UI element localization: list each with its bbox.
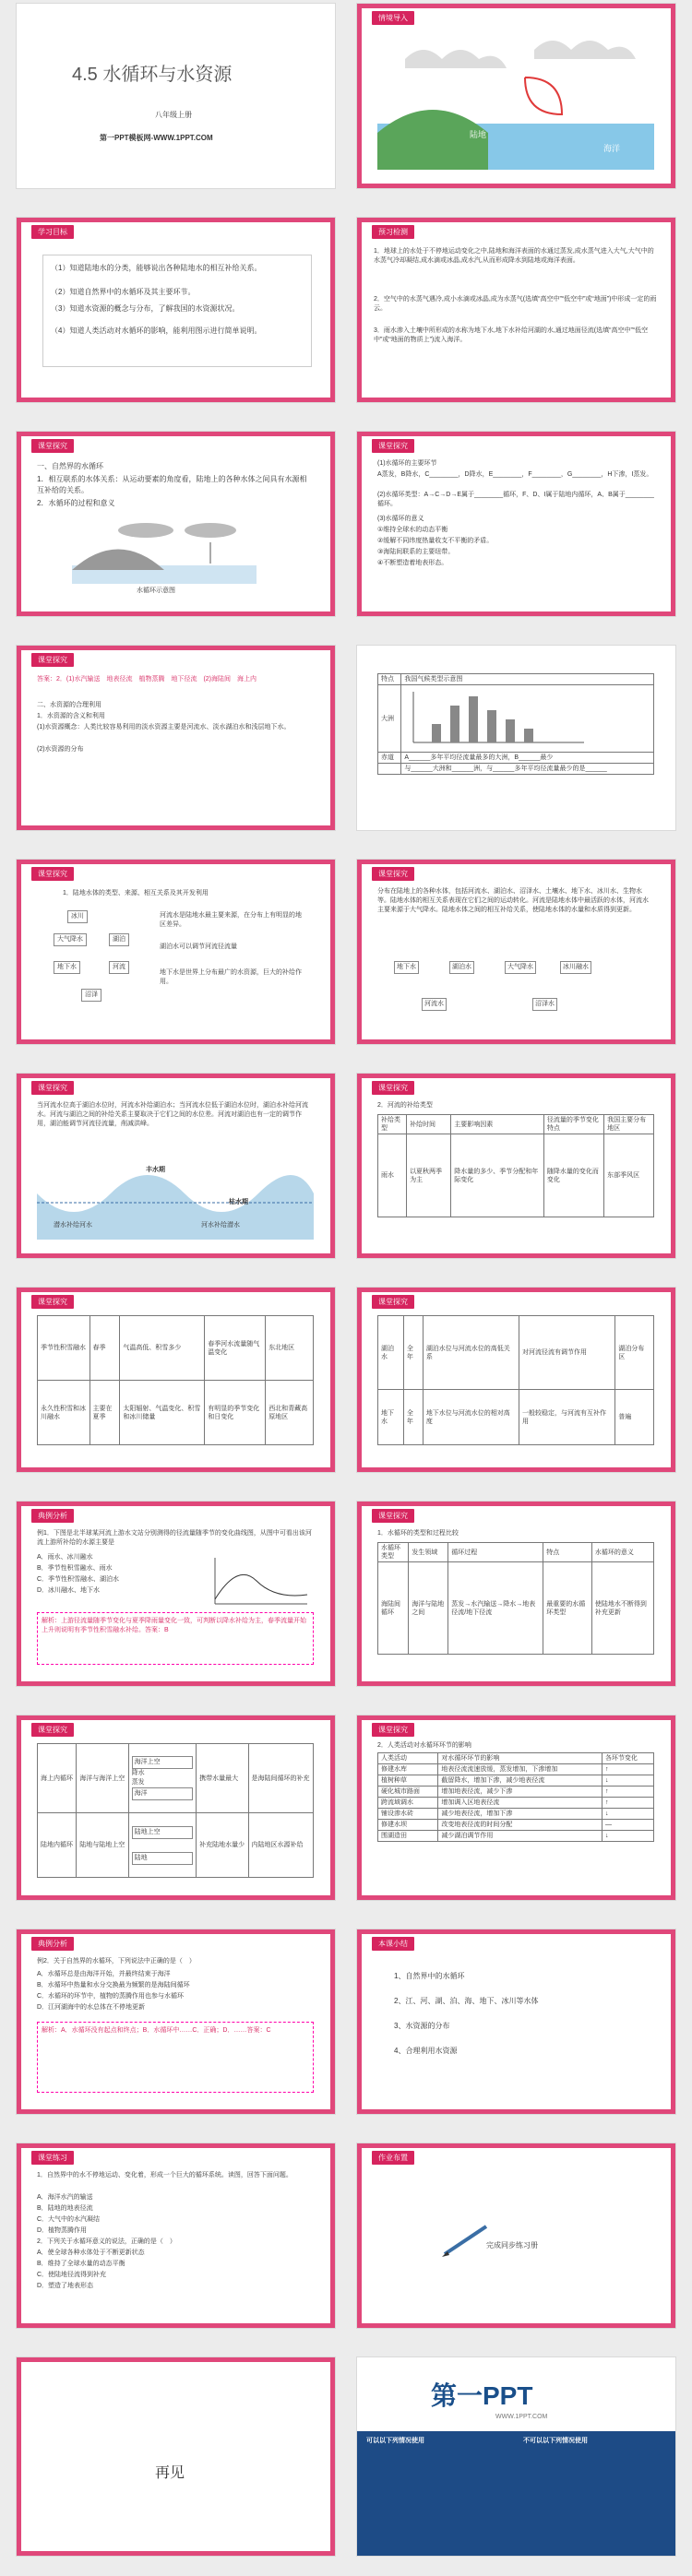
s6-line-3: (2)水循环类型：A→C→D→E属于________循环，F、D、I属于陆地内循环，A、B属于________循环。 bbox=[377, 492, 654, 507]
slide-23[interactable] bbox=[17, 2357, 335, 2556]
s18-h3: 各环节变化 bbox=[602, 1753, 653, 1764]
s18-r3-c: ↑ bbox=[602, 1787, 653, 1798]
slide13-tag: 课堂探究 bbox=[31, 1295, 74, 1309]
s15-opt-a: A．雨水、冰川融水 bbox=[37, 1554, 93, 1561]
s17-lbl-1: 海洋上空 bbox=[132, 1756, 193, 1769]
s12-c2: 以夏秋两季为主 bbox=[407, 1134, 451, 1217]
s16-c4: 最重要的水循环类型 bbox=[543, 1562, 592, 1655]
s7-line-3: 1．水资源的含义和利用 bbox=[37, 713, 105, 719]
s13-r1-c5: 东北地区 bbox=[266, 1316, 314, 1381]
s17-r1-c4: 携带水量最大 bbox=[197, 1744, 248, 1813]
s12-h5: 我国主要分布地区 bbox=[604, 1115, 654, 1134]
slide9-frame bbox=[17, 860, 335, 1044]
s21-opt-2: B．陆地的地表径流 bbox=[37, 2205, 93, 2212]
slide-3[interactable] bbox=[17, 218, 335, 402]
slide23-frame bbox=[17, 2357, 335, 2556]
s12-h4: 径流量的季节变化特点 bbox=[543, 1115, 603, 1134]
slide3-tag: 学习目标 bbox=[31, 225, 74, 239]
s13-r2-c5: 西北和青藏高原地区 bbox=[266, 1381, 314, 1445]
s7-line-5: (2)水资源的分布 bbox=[37, 746, 84, 753]
s24-col2: 不可以以下列情况使用 bbox=[523, 2438, 588, 2444]
slide-22[interactable] bbox=[357, 2143, 675, 2328]
slide1-title: 4.5 水循环与水资源 bbox=[72, 65, 233, 85]
s13-r1-c2: 春季 bbox=[89, 1316, 120, 1381]
s24-brand: 第一PPT bbox=[431, 2381, 533, 2410]
s13-r1-c1: 季节性积雪融水 bbox=[38, 1316, 90, 1381]
s18-h2: 对水循环环节的影响 bbox=[438, 1753, 603, 1764]
s16-c3: 蒸发→水汽输送→降水→地表径流/地下径流 bbox=[448, 1562, 543, 1655]
s11-label-3: 潜水补给河水 bbox=[54, 1222, 92, 1229]
s6-line-2: A蒸发，B降水，C________，D降水，E________，F________，G________，H下渗，I蒸发。 bbox=[377, 471, 653, 478]
slide1-subtitle: 八年级上册 bbox=[155, 111, 192, 119]
s5-line-1: 一、自然界的水循环 bbox=[37, 462, 103, 470]
slide19-tag: 典例分析 bbox=[31, 1937, 74, 1951]
s8-note2: 与______大洲和______洲，与______多年平均径流量最少的是______ bbox=[401, 764, 654, 775]
preview-para-3: 3．雨水渗入土壤中所形成的水称为地下水,地下水补给河湖的水,通过地面径流(选填“高空中”“低空中”或“地面的物质上”)流入海洋。 bbox=[374, 327, 649, 343]
s15-answer: 解析：上游径流量随季节变化与夏季降雨量变化一致，可判断以降水补给为主，春季流量开始上升则说明有季节性积雪融水补给。答案：B bbox=[42, 1618, 306, 1633]
s18-r1-c: ↑ bbox=[602, 1764, 653, 1775]
s17-r1-c2: 海洋与海洋上空 bbox=[77, 1744, 128, 1813]
s5-caption: 水循环示意图 bbox=[137, 588, 175, 594]
s16-table bbox=[377, 1542, 654, 1655]
s18-r5-a: 铺设渗水砖 bbox=[378, 1809, 438, 1820]
preview-para-2: 2．空气中的水蒸气遇冷,成小水滴或冰晶,成为水蒸气(选填“高空中”“低空中”或“地面”)中形成一定的雨云。 bbox=[374, 296, 657, 312]
slide-18[interactable] bbox=[357, 1715, 675, 1900]
s20-item-1: 1、自然界中的水循环 bbox=[394, 1972, 465, 1980]
s14-r1-c2: 全年 bbox=[403, 1316, 423, 1390]
s16-c5: 使陆地水不断得到补充更新 bbox=[591, 1562, 653, 1655]
s13-r2-c1: 永久性积雪和冰川融水 bbox=[38, 1381, 90, 1445]
s10-label-1: 地下水 bbox=[394, 961, 419, 974]
s10-label-3: 大气降水 bbox=[505, 961, 536, 974]
s9-desc-1: 河流水是陆地水最主要来源，在分布上有明显的地区差异。 bbox=[160, 912, 302, 928]
s21-opt-8: C．使陆地径流得到补充 bbox=[37, 2272, 107, 2278]
s14-r2-c2: 全年 bbox=[403, 1390, 423, 1445]
s18-r2-a: 植树种草 bbox=[378, 1775, 438, 1787]
slide-7[interactable] bbox=[17, 646, 335, 830]
slide17-tag: 课堂探究 bbox=[31, 1723, 74, 1737]
s18-table bbox=[377, 1752, 654, 1842]
s17-r1-c5: 是海陆间循环的补充 bbox=[248, 1744, 313, 1813]
s18-h1: 人类活动 bbox=[378, 1753, 438, 1764]
s12-c1: 雨水 bbox=[378, 1134, 407, 1217]
s17-r2-c1: 陆地内循环 bbox=[38, 1813, 77, 1878]
s6-line-4: (3)水循环的意义 bbox=[377, 516, 424, 522]
slide-9[interactable] bbox=[17, 860, 335, 1044]
s10-para: 分布在陆地上的各种水体，包括河流水、湖泊水、沼泽水、土壤水、地下水、冰川水、生物水等。陆地水体的相互关系表现在它们之间的运动转化。河流是陆地水体中最活跃的水体，河流水主要来源于大气降水。陆地水体之间的相互补给关系，使陆地水体的水量和水质得到更新。 bbox=[377, 888, 649, 913]
s12-h2: 补给时间 bbox=[407, 1115, 451, 1134]
s14-r1-c4: 对河流径流有调节作用 bbox=[519, 1316, 615, 1390]
s21-opt-1: A．海洋水汽的输送 bbox=[37, 2194, 93, 2201]
s16-h4: 特点 bbox=[543, 1543, 592, 1562]
slide-4[interactable] bbox=[357, 218, 675, 402]
slide9-tag: 课堂探究 bbox=[31, 867, 74, 881]
s17-r2-c2: 陆地与陆地上空 bbox=[77, 1813, 128, 1878]
s18-r1-a: 修建水库 bbox=[378, 1764, 438, 1775]
s8-row-2: 赤道 bbox=[378, 753, 401, 764]
s17-lbl-5: 陆地上空 bbox=[132, 1826, 193, 1839]
s21-opt-9: D．塑造了地表形态 bbox=[37, 2283, 94, 2289]
s15-opt-c: C．季节性积雪融水、湖泊水 bbox=[37, 1576, 120, 1583]
slide2-tag: 情境导入 bbox=[372, 11, 414, 25]
s19-answer: 解析：A．水循环没有起点和终点；B．水循环中……C．正确；D．……答案：C bbox=[42, 2027, 271, 2034]
s18-r2-b: 截留降水，增加下渗，减少地表径流 bbox=[438, 1775, 603, 1787]
s18-r2-c: ↓ bbox=[602, 1775, 653, 1787]
slide1-site: 第一PPT模板网-WWW.1PPT.COM bbox=[100, 134, 213, 142]
s18-r5-b: 减少地表径流，增加下渗 bbox=[438, 1809, 603, 1820]
s18-r3-b: 增加地表径流，减少下渗 bbox=[438, 1787, 603, 1798]
s18-r7-a: 围湖造田 bbox=[378, 1831, 438, 1842]
slide-17[interactable] bbox=[17, 1715, 335, 1900]
slide15-tag: 典例分析 bbox=[31, 1509, 74, 1523]
s13-table bbox=[37, 1315, 314, 1445]
s5-line-2: 1．相互联系的水体关系：从运动要素的角度看，陆地上的各种水体之间具有水源相互补给的关系。 bbox=[37, 475, 307, 494]
s13-r2-c2: 主要在夏季 bbox=[89, 1381, 120, 1445]
s7-line-4: (1)水资源概念：人类比较容易利用的淡水资源主要是河流水、淡水湖泊水和浅层地下水。 bbox=[37, 724, 291, 730]
s18-r1-b: 地表径流流速放缓，蒸发增加，下渗增加 bbox=[438, 1764, 603, 1775]
s12-line: 2．河流的补给类型 bbox=[377, 1102, 433, 1109]
s18-line: 2．人类活动对水循环环节的影响 bbox=[377, 1742, 471, 1749]
s20-item-3: 3、水资源的分布 bbox=[394, 2022, 450, 2030]
s16-c1: 海陆间循环 bbox=[378, 1562, 409, 1655]
s19-opt-b: B．水循环中热量和水分交换最为频繁的是海陆间循环 bbox=[37, 1982, 190, 1988]
s19-opt-c: C．水循环的环节中，植物的蒸腾作用也参与水循环 bbox=[37, 1993, 185, 2000]
s8-row-1: 大洲 bbox=[378, 685, 401, 753]
objective-2: （2）知道自然界中的水循环及其主要环节。 bbox=[51, 288, 196, 296]
s8-bar-chart bbox=[404, 687, 589, 747]
s19-answer-box bbox=[37, 2022, 314, 2093]
slide21-tag: 课堂练习 bbox=[31, 2151, 74, 2165]
slide-6[interactable] bbox=[357, 432, 675, 616]
s7-line-2: 二、水资源的合理利用 bbox=[37, 702, 101, 708]
water-cycle-sketch bbox=[72, 519, 257, 584]
s18-r6-c: — bbox=[602, 1820, 653, 1831]
s6-line-8: ④不断塑造着地表形态。 bbox=[377, 560, 448, 566]
slide-14[interactable] bbox=[357, 1288, 675, 1472]
s14-r2-c1: 地下水 bbox=[378, 1390, 404, 1445]
slide7-tag: 课堂探究 bbox=[31, 653, 74, 667]
s11-label-1: 丰水期 bbox=[146, 1167, 165, 1173]
slide18-tag: 课堂探究 bbox=[372, 1723, 414, 1737]
s14-r2-c3: 地下水位与河流水位的相对高度 bbox=[423, 1390, 519, 1445]
s9-box-1: 冰川 bbox=[67, 910, 88, 923]
slide-5[interactable] bbox=[17, 432, 335, 616]
s24-col1: 可以以下列情况使用 bbox=[366, 2438, 424, 2444]
s14-table bbox=[377, 1315, 654, 1445]
s16-h5: 水循环的意义 bbox=[591, 1543, 653, 1562]
s7-answer: 答案：2．(1)水汽输送 地表径流 植物蒸腾 地下径流 (2)海陆间 海上内 bbox=[37, 676, 257, 683]
s18-r3-a: 硬化城市路面 bbox=[378, 1787, 438, 1798]
s16-h2: 发生领域 bbox=[409, 1543, 448, 1562]
s22-note: 完成同步练习册 bbox=[486, 2241, 538, 2250]
slide-11[interactable] bbox=[17, 1074, 335, 1258]
s19-opt-d: D．江河湖海中的水总体在不停地更新 bbox=[37, 2004, 146, 2011]
s12-c3: 降水量的多少、季节分配和年际变化 bbox=[451, 1134, 544, 1217]
s15-opt-d: D．冰川融水、地下水 bbox=[37, 1587, 101, 1594]
s21-opt-5: 2．下列关于水循环意义的说法，正确的是（ ） bbox=[37, 2238, 176, 2245]
ocean-label: 海洋 bbox=[603, 144, 621, 153]
s9-box-4: 地下水 bbox=[54, 961, 80, 974]
land-label: 陆地 bbox=[470, 130, 487, 139]
s10-label-2: 湖泊水 bbox=[449, 961, 474, 974]
preview-para-1: 1．地球上的水处于不停地运动变化之中,陆地和海洋表面的水通过蒸发,成水蒸气进入大气,大气中的水蒸气冷却凝结,成水滴或冰晶,成水汽,从而形成降水到陆地或海洋表面。 bbox=[374, 248, 654, 264]
objective-4: （4）知道人类活动对水循环的影响，能利用图示进行简单说明。 bbox=[51, 326, 262, 335]
slide6-tag: 课堂探究 bbox=[372, 439, 414, 453]
slide7-frame bbox=[17, 646, 335, 830]
s6-line-7: ③海陆间联系的主要纽带。 bbox=[377, 549, 455, 555]
s17-lbl-4: 海洋 bbox=[132, 1787, 193, 1800]
s9-box-3: 湖泊 bbox=[109, 933, 129, 946]
s17-lbl-2: 降水 bbox=[131, 1770, 145, 1776]
s17-r2-c5: 内陆地区水源补给 bbox=[248, 1813, 313, 1878]
s11-label-4: 河水补给潜水 bbox=[201, 1222, 240, 1229]
slide12-tag: 课堂探究 bbox=[372, 1081, 414, 1095]
s9-line: 1．陆地水体的类型、来源、相互关系及其开发利用 bbox=[63, 890, 209, 896]
cloud-shape-2 bbox=[534, 41, 636, 59]
s17-lbl-6: 陆地 bbox=[132, 1852, 193, 1865]
slide-13[interactable] bbox=[17, 1288, 335, 1472]
s15-answer-box bbox=[37, 1612, 314, 1665]
s10-label-6: 沼泽水 bbox=[532, 998, 557, 1011]
s9-box-5: 河流 bbox=[109, 961, 129, 974]
s18-r4-b: 增加调入区地表径流 bbox=[438, 1798, 603, 1809]
s6-line-1: (1)水循环的主要环节 bbox=[377, 460, 437, 467]
s18-r4-c: ↑ bbox=[602, 1798, 653, 1809]
slide20-tag: 本课小结 bbox=[372, 1937, 414, 1951]
s12-h1: 补给类型 bbox=[378, 1115, 407, 1134]
s17-table bbox=[37, 1743, 314, 1878]
s11-label-2: 枯水期 bbox=[229, 1199, 248, 1205]
s21-opt-6: A．使全球各种水体处于不断更新状态 bbox=[37, 2250, 145, 2256]
s14-r1-c1: 湖泊水 bbox=[378, 1316, 404, 1390]
s18-r6-b: 改变地表径流的时间分配 bbox=[438, 1820, 603, 1831]
s21-question: 1．自然界中的水不停地运动、变化着，形成一个巨大的循环系统。读图，回答下面问题。 bbox=[37, 2172, 292, 2178]
s17-lbl-3: 蒸发 bbox=[131, 1779, 145, 1786]
s24-bottom-bar bbox=[357, 2431, 675, 2556]
water-cycle-illustration bbox=[377, 31, 654, 170]
s17-r2-c3 bbox=[128, 1813, 196, 1878]
slide-15[interactable] bbox=[17, 1502, 335, 1686]
s10-label-5: 河流水 bbox=[422, 998, 447, 1011]
s16-c2: 海洋与陆地之间 bbox=[409, 1562, 448, 1655]
s13-r1-c3: 气温高低、积雪多少 bbox=[120, 1316, 205, 1381]
slide11-tag: 课堂探究 bbox=[31, 1081, 74, 1095]
s12-h3: 主要影响因素 bbox=[451, 1115, 544, 1134]
slide-21[interactable] bbox=[17, 2143, 335, 2328]
s18-r7-c: ↓ bbox=[602, 1831, 653, 1842]
slide-24[interactable] bbox=[357, 2357, 675, 2556]
objectives-box bbox=[42, 255, 312, 367]
s24-url: WWW.1PPT.COM bbox=[495, 2414, 548, 2420]
s10-label-4: 冰川融水 bbox=[560, 961, 591, 974]
s9-box-2: 大气降水 bbox=[54, 933, 87, 946]
s15-opt-b: B．季节性积雪融水、雨水 bbox=[37, 1565, 113, 1572]
s13-r2-c4: 有明显的季节变化和日变化 bbox=[205, 1381, 266, 1445]
s16-h3: 循环过程 bbox=[448, 1543, 543, 1562]
s16-h1: 水循环类型 bbox=[378, 1543, 409, 1562]
s8-head-2: 我国气候类型示意图 bbox=[401, 674, 654, 685]
s9-box-6: 沼泽 bbox=[81, 989, 101, 1002]
s12-table bbox=[377, 1114, 654, 1217]
s17-r1-c3 bbox=[128, 1744, 196, 1813]
s6-line-5: ①维持全球水的动态平衡 bbox=[377, 527, 448, 533]
s19-opt-a: A．水循环总是由海洋开始，并最终结束于海洋 bbox=[37, 1971, 171, 1977]
s14-r1-c3: 湖泊水位与河流水位的高低关系 bbox=[423, 1316, 519, 1390]
s8-note: A______多年平均径流量最多的大洲，B______最少 bbox=[401, 753, 654, 764]
slide22-tag: 作业布置 bbox=[372, 2151, 414, 2165]
s17-r1-c1: 海上内循环 bbox=[38, 1744, 77, 1813]
slide-12[interactable] bbox=[357, 1074, 675, 1258]
s23-text: 再见 bbox=[155, 2465, 185, 2481]
s14-r2-c4: 一般较稳定，与河流有互补作用 bbox=[519, 1390, 615, 1445]
s20-item-2: 2、江、河、湖、泊、海、地下、冰川等水体 bbox=[394, 1997, 539, 2005]
s14-r1-c5: 湖泊分布区 bbox=[615, 1316, 654, 1390]
cloud-shape bbox=[405, 50, 507, 68]
slide-2[interactable] bbox=[357, 4, 675, 188]
slide5-tag: 课堂探究 bbox=[31, 439, 74, 453]
s9-desc-3: 地下水是世界上分布最广的水资源，巨大的补给作用。 bbox=[160, 969, 302, 985]
slide10-tag: 课堂探究 bbox=[372, 867, 414, 881]
s16-line: 1．水循环的类型和过程比较 bbox=[377, 1530, 459, 1537]
slide14-tag: 课堂探究 bbox=[372, 1295, 414, 1309]
s15-curve-chart bbox=[210, 1553, 312, 1609]
slide-16[interactable] bbox=[357, 1502, 675, 1686]
s21-opt-7: B．维持了全球水量的动态平衡 bbox=[37, 2261, 125, 2267]
slide16-tag: 课堂探究 bbox=[372, 1509, 414, 1523]
s21-opt-3: C．大气中的水汽凝结 bbox=[37, 2216, 101, 2223]
s18-r5-c: ↓ bbox=[602, 1809, 653, 1820]
s9-desc-2: 湖泊水可以调节河流径流量 bbox=[160, 944, 237, 950]
s21-opt-4: D．植物蒸腾作用 bbox=[37, 2227, 88, 2234]
s18-r7-b: 减少湖泊调节作用 bbox=[438, 1831, 603, 1842]
s14-r2-c5: 普遍 bbox=[615, 1390, 654, 1445]
slide22-frame bbox=[357, 2143, 675, 2328]
slide-20[interactable] bbox=[357, 1929, 675, 2114]
s11-para: 当河流水位高于湖泊水位时，河流水补给湖泊水；当河流水位低于湖泊水位时，湖泊水补给河流水。河流与湖泊之间的补给关系主要取决于它们之间的水位差。河流对湖泊也有一定的调节作用，湖泊能调节河流径流量，削减洪峰。 bbox=[37, 1102, 308, 1127]
s8-chart-cell bbox=[401, 685, 654, 753]
objective-1: （1）知道陆地水的分类，能够说出各种陆地水的相互补给关系。 bbox=[51, 264, 262, 272]
slide-8[interactable] bbox=[357, 646, 675, 830]
s5-line-3: 2．水循环的过程和意义 bbox=[37, 499, 115, 507]
objective-3: （3）知道水资源的概念与分布，了解我国的水资源状况。 bbox=[51, 304, 240, 313]
s18-r6-a: 修建水坝 bbox=[378, 1820, 438, 1831]
slide4-tag: 预习检测 bbox=[372, 225, 414, 239]
s18-r4-a: 跨流域调水 bbox=[378, 1798, 438, 1809]
s17-r2-c4: 补充陆地水量少 bbox=[197, 1813, 248, 1878]
s6-line-6: ②缓解不同纬度热量收支不平衡的矛盾。 bbox=[377, 538, 494, 544]
slide-19[interactable] bbox=[17, 1929, 335, 2114]
slide-1[interactable] bbox=[17, 4, 335, 188]
s12-c4: 随降水量的变化而变化 bbox=[543, 1134, 603, 1217]
s8-head-1: 特点 bbox=[378, 674, 401, 685]
s12-c5: 东部季风区 bbox=[604, 1134, 654, 1217]
s13-r2-c3: 太阳辐射、气温变化、积雪和冰川储量 bbox=[120, 1381, 205, 1445]
s8-table bbox=[377, 673, 654, 775]
s13-r1-c4: 春季河水流量随气温变化 bbox=[205, 1316, 266, 1381]
s19-question: 例2．关于自然界的水循环，下列说法中正确的是（ ） bbox=[37, 1958, 196, 1965]
slide-10[interactable] bbox=[357, 860, 675, 1044]
s15-question: 例1．下图是北半球某河流上游水文站分别测得的径流量随季节的变化曲线图，从图中可看出该河流上游所补给的水源主要是 bbox=[37, 1530, 312, 1546]
s20-item-4: 4、合理利用水资源 bbox=[394, 2047, 458, 2055]
